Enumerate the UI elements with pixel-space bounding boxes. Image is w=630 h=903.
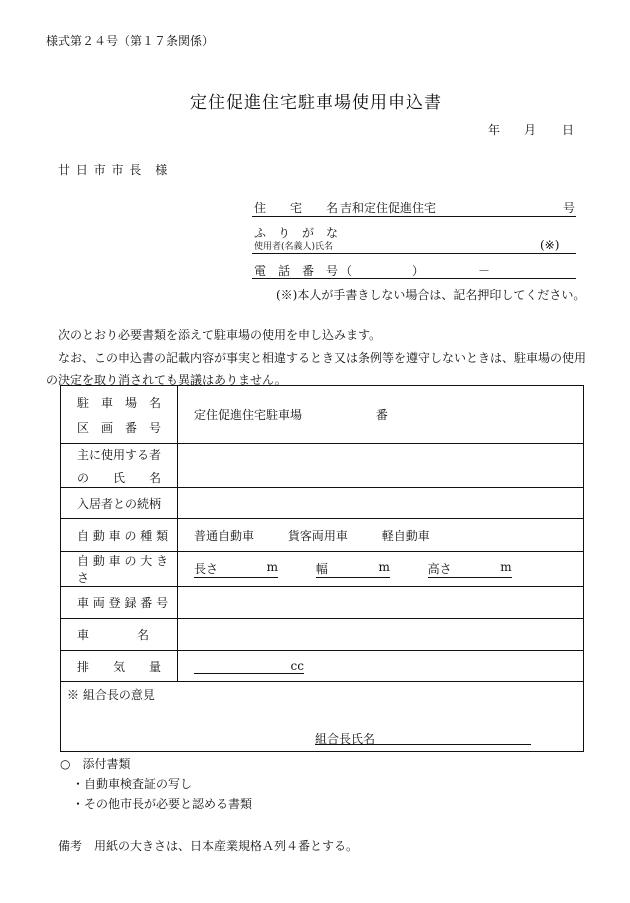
displacement-value-cell[interactable] xyxy=(178,651,584,682)
page-title: 定住促進住宅駐車場使用申込書 xyxy=(190,93,442,113)
applicant-name-underline xyxy=(252,253,576,254)
size-width-label: 幅 xyxy=(315,562,328,576)
body-line-3: の決定を取り消されても異議はありません。 xyxy=(46,373,287,387)
opinion-label: ※ 組合長の意見 xyxy=(67,688,155,702)
relation-value-cell[interactable] xyxy=(178,488,584,519)
row-user xyxy=(61,444,584,488)
phone-underline xyxy=(252,278,576,279)
parking-label-2: 区 画 番 号 xyxy=(77,420,162,435)
row-registration xyxy=(61,587,584,619)
attachments-heading: ○ 添付書類 xyxy=(60,757,131,771)
user-label-1: 主に使用する者 xyxy=(77,447,162,462)
displacement-field[interactable] xyxy=(194,659,304,674)
phone-value: （ ） － xyxy=(340,264,491,278)
address-underline xyxy=(252,216,576,217)
parking-suffix: 番 xyxy=(375,408,388,422)
phone-label: 電 話 番 号 xyxy=(254,264,339,278)
attachment-item-1: ・自動車検査証の写し xyxy=(72,777,193,791)
user-label-cell xyxy=(61,444,178,488)
body-line-2: なお、この申込書の記載内容が事実と相違するとき又は条例等を遵守しないときは、駐車場の使用 xyxy=(58,351,587,365)
size-height-label: 高さ xyxy=(427,562,452,576)
size-length-label: 長さ xyxy=(194,562,219,576)
user-value-cell[interactable] xyxy=(178,444,584,488)
size-length-field[interactable] xyxy=(194,560,278,578)
row-displacement xyxy=(61,651,584,682)
address-value: 吉和定住促進住宅 xyxy=(340,201,437,215)
displacement-unit: cc xyxy=(290,658,304,673)
size-width-unit: m xyxy=(378,560,390,574)
applicant-name-mark: (※) xyxy=(540,238,560,252)
size-label: 自 動 車 の 大 き さ xyxy=(61,552,178,587)
chair-name-label: 組合長氏名 xyxy=(315,732,376,746)
type-option-regular[interactable]: 普通自動車 xyxy=(194,528,255,543)
size-value-cell[interactable] xyxy=(178,552,584,587)
registration-value-cell[interactable] xyxy=(178,587,584,619)
date-month-label: 月 xyxy=(524,123,537,137)
address-label: 住 宅 名 xyxy=(254,201,339,215)
date-day-label: 日 xyxy=(562,123,575,137)
type-option-passenger-cargo[interactable]: 貨客両用車 xyxy=(287,528,348,543)
parking-label-cell xyxy=(61,386,178,444)
date-year-label: 年 xyxy=(488,123,501,137)
parking-label-1: 駐 車 場 名 xyxy=(77,395,162,410)
chair-name-field[interactable] xyxy=(315,730,531,745)
row-opinion xyxy=(61,682,584,752)
address-suffix: 号 xyxy=(563,201,576,215)
type-option-kei[interactable]: 軽自動車 xyxy=(381,528,430,543)
row-type xyxy=(61,519,584,552)
row-relation xyxy=(61,488,584,519)
applicant-name-label: 使用者(名義人)氏名 xyxy=(254,242,334,252)
car-name-value-cell[interactable] xyxy=(178,619,584,651)
car-name-label: 車 名 xyxy=(61,619,178,651)
addressee: 廿 日 市 市 長 様 xyxy=(58,163,169,177)
registration-label: 車 両 登 録 番 号 xyxy=(61,587,178,619)
attachment-item-2: ・その他市長が必要と認める書類 xyxy=(72,797,253,811)
opinion-cell[interactable] xyxy=(61,682,584,752)
type-label: 自 動 車 の 種 類 xyxy=(61,519,178,552)
furigana-label: ふ り が な xyxy=(254,226,339,240)
size-length-unit: m xyxy=(266,560,278,574)
size-width-field[interactable] xyxy=(316,560,390,578)
row-parking xyxy=(61,386,584,444)
body-line-1: 次のとおり必要書類を添えて駐車場の使用を申し込みます。 xyxy=(58,328,382,342)
size-height-unit: m xyxy=(500,560,512,574)
parking-value: 定住促進住宅駐車場 xyxy=(194,408,303,422)
seal-note: (※)本人が手書きしない場合は、記名押印してください。 xyxy=(276,288,586,302)
remarks: 備考 用紙の大きさは、日本産業規格Ａ列４番とする。 xyxy=(58,839,359,853)
relation-label: 入居者との続柄 xyxy=(61,488,178,519)
parking-value-cell[interactable] xyxy=(178,386,584,444)
user-label-2: の 氏 名 xyxy=(77,470,162,485)
displacement-label: 排 気 量 xyxy=(61,651,178,682)
size-height-field[interactable] xyxy=(428,560,512,578)
type-value-cell[interactable] xyxy=(178,519,584,552)
form-number: 様式第２４号（第１７条関係） xyxy=(46,34,215,48)
row-car-name xyxy=(61,619,584,651)
row-size xyxy=(61,552,584,587)
application-table xyxy=(60,385,584,752)
